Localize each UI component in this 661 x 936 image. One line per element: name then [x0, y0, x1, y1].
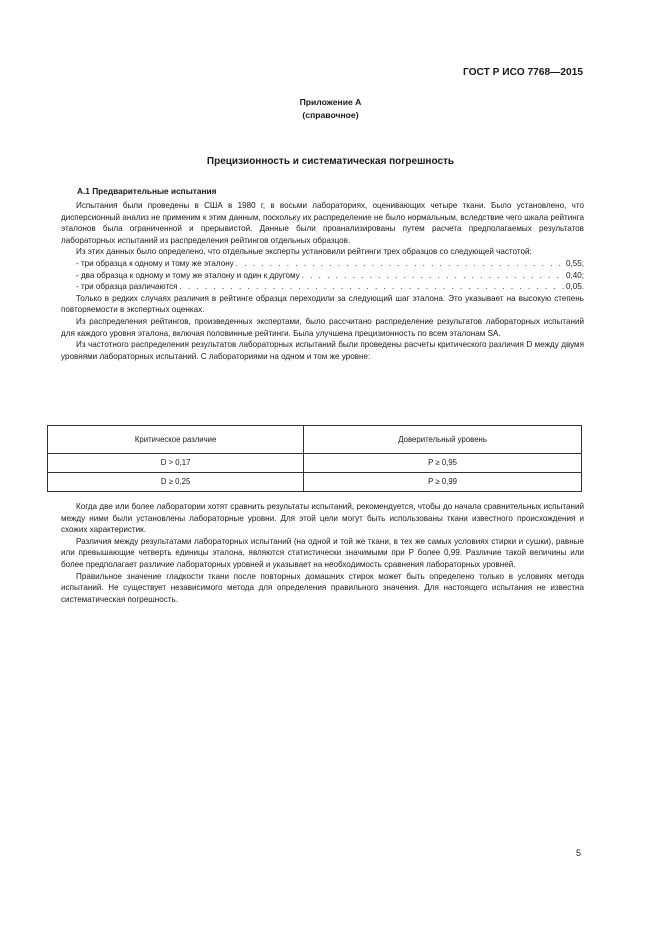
section-heading: А.1 Предварительные испытания — [77, 186, 217, 196]
page-number: 5 — [576, 848, 582, 858]
annex-heading — [0, 96, 661, 122]
paragraph: Из распределения рейтингов, произведенных экспертами, было рассчитано распределение результатов лабораторных испытаний для каждого уровня эталона, включая половинные рейтинги. Была улучшена прецизионность по всем эталонам SA. — [61, 316, 584, 338]
paragraph: Правильное значение гладкости ткани после повторных домашних стирок может быть определено только в условиях метода испытаний. Не существует независимого метода для определения правильного значения. Для настоящего испытания не известна систематическая погрешность. — [61, 571, 584, 604]
table-header: Доверительный уровень — [304, 426, 582, 454]
page-title: Прецизионность и систематическая погрешность — [206, 156, 455, 167]
table-header-row — [48, 426, 582, 454]
critical-difference-table — [47, 425, 582, 492]
table-row — [48, 454, 582, 473]
list-item: - три образца к одному и тому же эталону . . . 0,55; — [61, 258, 584, 270]
paragraph: Различия между результатами лабораторных испытаний (на одной и той же ткани, в тех же самых условиях стирки и сушки), равные или превышающие четверть единицы эталона, являются статистически значимыми при P более 0,99. Различие такой величины или более предполагает различие лабораторных уровней и указывает на необходимость сравнения лабораторных уровней. — [61, 536, 584, 569]
table-cell: D > 0,17 — [48, 454, 304, 473]
paragraph: Из этих данных было определено, что отдельные эксперты установили рейтинги трех образцов со следующей частотой: — [76, 247, 532, 257]
frequency-list — [61, 258, 584, 293]
document-id: ГОСТ Р ИСО 7768—2015 — [462, 67, 583, 78]
table-cell: D ≥ 0,25 — [48, 473, 304, 492]
paragraph: Из частотного распределения результатов лабораторных испытаний были проведены расчеты критического различия D между двумя уровнями лабораторных испытаний. С лабораториями на одном и том же уровне: — [61, 340, 584, 361]
annex-type: (справочное) — [302, 110, 359, 120]
conclusion-body — [61, 501, 584, 605]
annex-label: Приложение А — [299, 97, 362, 107]
section-body — [61, 200, 584, 362]
paragraph: Когда две или более лаборатории хотят сравнить результаты испытаний, рекомендуется, чтобы до начала сравнительных испытаний между ними были установлены лабораторные уровни. Для этой цели могут быть использованы ткани известного происхождения и схожих характеристик. — [61, 502, 584, 535]
list-item: - три образца различаются . . . 0,05. — [61, 281, 584, 293]
table-cell: P ≥ 0,99 — [304, 473, 582, 492]
table-header: Критическое различие — [48, 426, 304, 454]
list-item: - два образца к одному и тому же эталону и один к другому . . . 0,40; — [61, 270, 584, 282]
table-cell: P ≥ 0,95 — [304, 454, 582, 473]
table-row — [48, 473, 582, 492]
paragraph: Только в редких случаях различия в рейтинге образца переходили за следующий шаг эталона. Это указывает на высокую степень повторяемости в экспертных оценках. — [61, 293, 584, 315]
paragraph: Испытания были проведены в США в 1980 г, в восьми лабораториях, оценивающих четыре ткани. Было установлено, что дисперсионный анализ не применим к этим данным, поскольку их распределение не было нормальным, вследствие чего шкала рейтинга эталонов была ограниченной и прерывистой. Данные были проанализированы путем расчета предполагаемых результатов лабораторных испытаний из распределения рейтингов отдельных образцов. — [61, 201, 584, 245]
